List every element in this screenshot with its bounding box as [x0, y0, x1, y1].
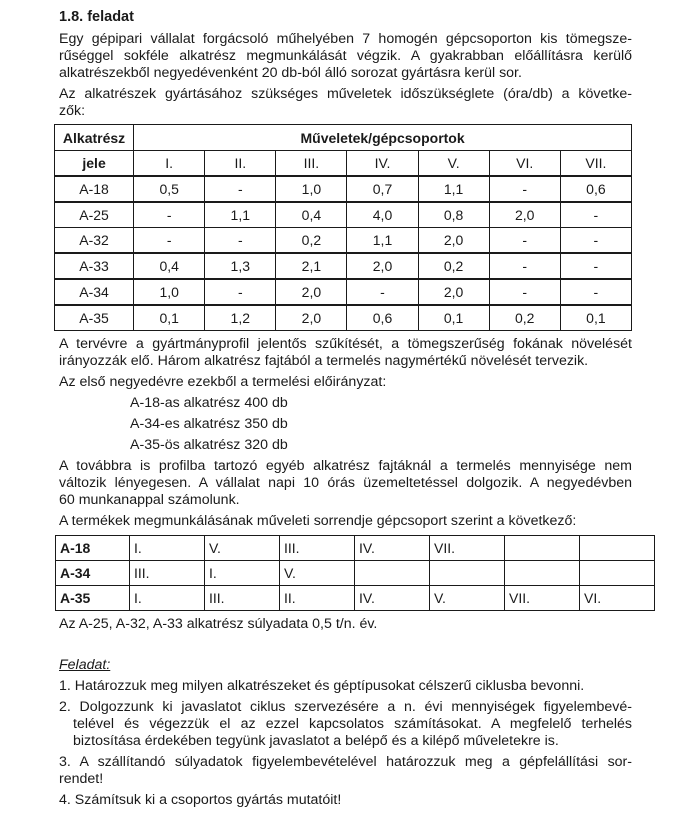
cell: VI.: [580, 586, 655, 611]
cell: 0,1: [134, 305, 205, 331]
cell: V.: [205, 536, 280, 561]
cell: [430, 561, 505, 586]
table-row: [56, 586, 655, 611]
cell: -: [205, 279, 276, 305]
cell: [580, 536, 655, 561]
cell: 2,0: [347, 253, 418, 279]
cell: [355, 561, 430, 586]
cell: 0,5: [134, 176, 205, 202]
task-item-2-line-1: 2. Dolgozzunk ki javaslatot ciklus szervezésére a n. évi mennyiségek figyelembevé-: [59, 699, 632, 715]
cell: -: [205, 176, 276, 202]
cell: II.: [280, 586, 355, 611]
column-header: V.: [418, 151, 489, 177]
cell: 1,1: [347, 228, 418, 254]
cell: -: [560, 279, 631, 305]
cell: VII.: [430, 536, 505, 561]
cell: 1,0: [276, 176, 347, 202]
cell: 2,0: [276, 305, 347, 331]
cell: -: [489, 253, 560, 279]
plan-line-2: irányozzák elő. Három alkatrész fajtából a termelés nagymértékű növelését tervezik.: [59, 353, 589, 369]
cell: 2,0: [418, 228, 489, 254]
cell: 0,1: [418, 305, 489, 331]
cell: I.: [130, 536, 205, 561]
cell: -: [489, 228, 560, 254]
cell: III.: [205, 586, 280, 611]
cell: 0,6: [560, 176, 631, 202]
table-row: [55, 202, 632, 228]
table-row: [55, 305, 632, 331]
table-row: [55, 228, 632, 254]
part-id: A-34: [56, 561, 130, 586]
cell: [505, 561, 580, 586]
part-id: A-35: [55, 305, 134, 331]
cell: 0,6: [347, 305, 418, 331]
exercise-heading: 1.8. feladat: [59, 9, 134, 25]
cell: -: [560, 253, 631, 279]
cell: IV.: [355, 586, 430, 611]
other-parts-line-3: 60 munkanappal számolunk.: [59, 492, 240, 508]
column-header: I.: [134, 151, 205, 177]
cell: -: [134, 228, 205, 254]
cell: 4,0: [347, 202, 418, 228]
table-row: [56, 561, 655, 586]
cell: -: [489, 279, 560, 305]
cell: -: [134, 202, 205, 228]
intro-line-2: rűséggel sokféle alkatrész megmunkálását végzik. A gyakrabban előállításra kerülő: [59, 48, 632, 64]
column-header: III.: [276, 151, 347, 177]
cell: 0,2: [276, 228, 347, 254]
plan-line-1: A tervévre a gyártmányprofil jelentős szűkítését, a tömegszerűség fokának növelését: [59, 336, 632, 352]
cell: 2,0: [418, 279, 489, 305]
forecast-item: A-18-as alkatrész 400 db: [130, 395, 288, 411]
cell: III.: [130, 561, 205, 586]
part-id: A-18: [56, 536, 130, 561]
cell: V.: [280, 561, 355, 586]
cell: 0,1: [560, 305, 631, 331]
cell: 0,8: [418, 202, 489, 228]
part-id: A-25: [55, 202, 134, 228]
operations-group-header: Műveletek/gépcsoportok: [134, 125, 632, 151]
cell: 1,1: [418, 176, 489, 202]
part-id: A-33: [55, 253, 134, 279]
cell: 1,3: [205, 253, 276, 279]
column-header: VI.: [489, 151, 560, 177]
column-header: II.: [205, 151, 276, 177]
table-intro-line-2: zők:: [59, 103, 86, 119]
other-parts-line-1: A továbbra is profilba tartozó egyéb alkatrész fajtáknál a termelés mennyisége nem: [59, 458, 632, 474]
part-id: A-35: [56, 586, 130, 611]
task-item-2-line-2: telével és végezzük el az ezzel kapcsolatos számításokat. A megfelelő terhelés: [73, 716, 632, 732]
cell: -: [489, 176, 560, 202]
cell: -: [560, 228, 631, 254]
table-row: [55, 279, 632, 305]
cell: -: [347, 279, 418, 305]
sequence-intro: A termékek megmunkálásának műveleti sorrendje gépcsoport szerint a következő:: [59, 513, 577, 529]
weight-note: Az A-25, A-32, A-33 alkatrész súlyadata 0,5 t/n. év.: [59, 616, 378, 632]
part-id: A-32: [55, 228, 134, 254]
cell: 1,0: [134, 279, 205, 305]
part-id: A-34: [55, 279, 134, 305]
forecast-intro: Az első negyedévre ezekből a termelési előirányzat:: [59, 374, 387, 390]
cell: I.: [130, 586, 205, 611]
cell: I.: [205, 561, 280, 586]
cell: 0,2: [418, 253, 489, 279]
task-item-3-line-1: 3. A szállítandó súlyadatok figyelembevételével határozzuk meg a gépfelállítási sor-: [59, 754, 632, 770]
cell: IV.: [355, 536, 430, 561]
part-id: A-18: [55, 176, 134, 202]
cell: 2,0: [489, 202, 560, 228]
intro-line-3: alkatrészekből negyedévenként 20 db-ból álló sorozat gyártásra kerül sor.: [59, 65, 522, 81]
cell: V.: [430, 586, 505, 611]
cell: 2,1: [276, 253, 347, 279]
operations-time-table: [54, 124, 632, 331]
cell: -: [205, 228, 276, 254]
task-item-4: 4. Számítsuk ki a csoportos gyártás mutatóit!: [59, 792, 342, 808]
other-parts-line-2: változik lényegesen. A vállalat napi 10 órás üzemeltetéssel dolgozik. A negyedévben: [59, 475, 632, 491]
corner-header-bottom: jele: [55, 151, 134, 177]
tasks-label: Feladat:: [59, 657, 111, 673]
column-header: VII.: [560, 151, 631, 177]
operation-sequence-table: [55, 535, 655, 611]
cell: 0,4: [276, 202, 347, 228]
forecast-item: A-34-es alkatrész 350 db: [130, 416, 288, 432]
cell: 0,4: [134, 253, 205, 279]
column-header: IV.: [347, 151, 418, 177]
cell: 1,1: [205, 202, 276, 228]
cell: 0,2: [489, 305, 560, 331]
table-row: [55, 253, 632, 279]
cell: 1,2: [205, 305, 276, 331]
cell: [580, 561, 655, 586]
cell: -: [560, 202, 631, 228]
table-intro-line-1: Az alkatrészek gyártásához szükséges műveletek időszükséglete (óra/db) a követke-: [59, 86, 632, 102]
cell: 2,0: [276, 279, 347, 305]
task-item-3-line-2: rendet!: [59, 771, 104, 787]
intro-line-1: Egy gépipari vállalat forgácsoló műhelyében 7 homogén gépcsoporton kis tömegsze-: [59, 31, 632, 47]
forecast-item: A-35-ös alkatrész 320 db: [130, 437, 288, 453]
task-item-2-line-3: biztosítása érdekében tegyünk javaslatot a belépő és a kilépő műveletekre is.: [73, 733, 559, 749]
table-row: [55, 176, 632, 202]
cell: 0,7: [347, 176, 418, 202]
cell: VII.: [505, 586, 580, 611]
corner-header-top: Alkatrész: [55, 125, 134, 151]
table-row: [56, 536, 655, 561]
cell: III.: [280, 536, 355, 561]
cell: [505, 536, 580, 561]
task-item-1: 1. Határozzuk meg milyen alkatrészeket és géptípusokat célszerű ciklusba bevonni.: [59, 678, 585, 694]
